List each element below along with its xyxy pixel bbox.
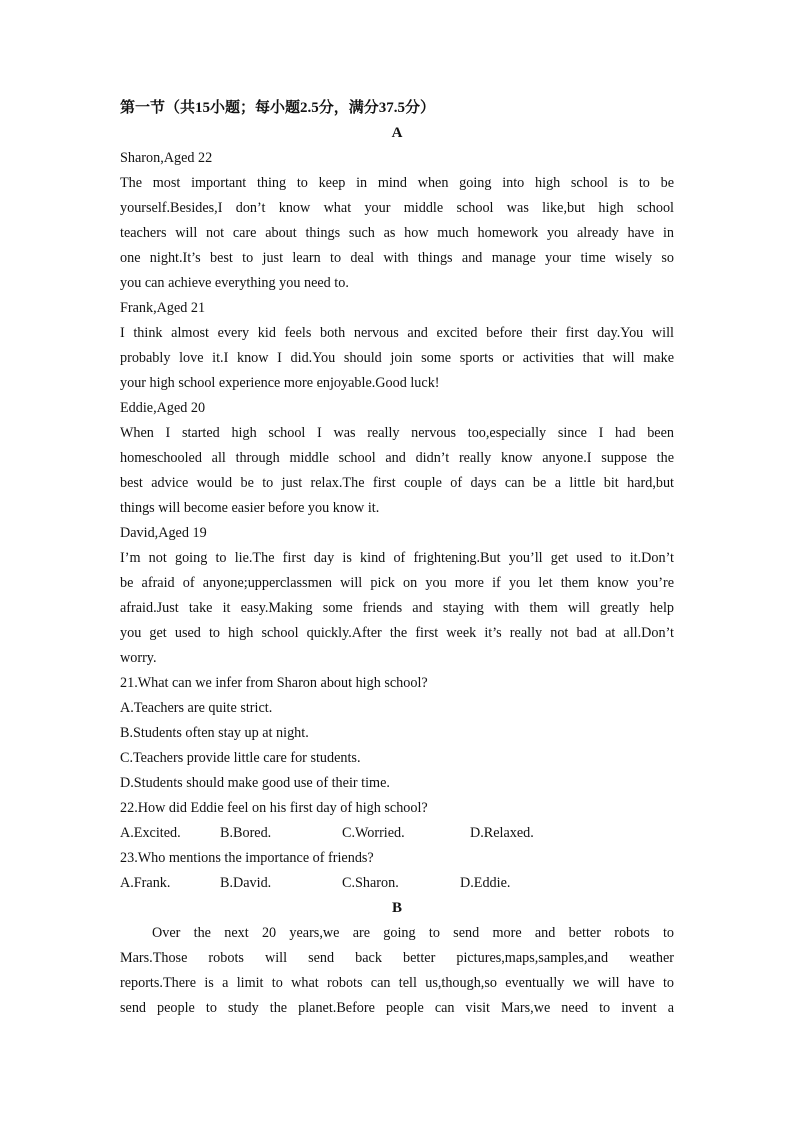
passage-line: yourself.Besides,I don’t know what your middle school was like,but high school — [120, 200, 674, 216]
speaker-name: David,Aged 19 — [120, 525, 207, 541]
passage-line: teachers will not care about things such as how much homework you already have in — [120, 225, 674, 241]
speaker-name: Sharon,Aged 22 — [120, 150, 213, 166]
answer-option[interactable]: B.David. — [220, 875, 272, 891]
speaker-name: Eddie,Aged 20 — [120, 400, 206, 416]
answer-option[interactable]: B.Students often stay up at night. — [120, 725, 309, 741]
answer-option[interactable]: D.Eddie. — [460, 875, 511, 891]
passage-line: homeschooled all through middle school and didn’t really know anyone.I suppose the — [120, 450, 674, 466]
answer-options-row — [120, 821, 674, 846]
passage-line: afraid.Just take it easy.Making some friends and staying with them will greatly help — [120, 600, 674, 616]
passage-a-letter: A — [391, 125, 403, 141]
passage-line: your high school experience more enjoyable.Good luck! — [120, 375, 440, 391]
passage-line: one night.It’s best to just learn to deal with things and manage your time wisely so — [120, 250, 674, 266]
answer-option[interactable]: D.Relaxed. — [470, 825, 534, 841]
passage-line: worry. — [120, 650, 157, 666]
speaker-name: Frank,Aged 21 — [120, 300, 206, 316]
answer-option[interactable]: A.Excited. — [120, 825, 181, 841]
passage-line: send people to study the planet.Before people can visit Mars,we need to invent a — [120, 1000, 674, 1016]
answer-option[interactable]: D.Students should make good use of their time. — [120, 775, 390, 791]
passage-line: things will become easier before you know it. — [120, 500, 380, 516]
question-stem: 21.What can we infer from Sharon about high school? — [120, 675, 428, 691]
passage-line: I’m not going to lie.The first day is kind of frightening.But you’ll get used to it.Don’t — [120, 550, 674, 566]
passage-line: you can achieve everything you need to. — [120, 275, 349, 291]
answer-option[interactable]: C.Teachers provide little care for students. — [120, 750, 361, 766]
passage-line: I think almost every kid feels both nervous and excited before their first day.You will — [120, 325, 674, 341]
passage-line: Over the next 20 years,we are going to send more and better robots to — [152, 925, 674, 941]
passage-line: When I started high school I was really nervous too,especially since I had been — [120, 425, 674, 441]
answer-option[interactable]: A.Frank. — [120, 875, 171, 891]
passage-line: probably love it.I know I did.You should join some sports or activities that will make — [120, 350, 674, 366]
passage-line: Mars.Those robots will send back better pictures,maps,samples,and weather — [120, 950, 674, 966]
passage-b-letter: B — [391, 900, 402, 916]
section-heading: 第一节（共15小题；每小题2.5分，满分37.5分） — [120, 100, 436, 116]
passage-line: The most important thing to keep in mind when going into high school is to be — [120, 175, 674, 191]
passage-line: be afraid of anyone;upperclassmen will pick on you more if you let them know you’re — [120, 575, 674, 591]
question-stem: 23.Who mentions the importance of friends? — [120, 850, 374, 866]
passage-line: you get used to high school quickly.After the first week it’s really not bad at all.Don’t — [120, 625, 674, 641]
answer-option[interactable]: C.Worried. — [342, 825, 405, 841]
question-stem: 22.How did Eddie feel on his first day of high school? — [120, 800, 428, 816]
passage-line: reports.There is a limit to what robots can tell us,though,so eventually we will have to — [120, 975, 674, 991]
answer-options-row — [120, 871, 674, 896]
document-content — [120, 96, 674, 1021]
answer-option[interactable]: A.Teachers are quite strict. — [120, 700, 273, 716]
passage-line: best advice would be to just relax.The first couple of days can be a little bit hard,but — [120, 475, 674, 491]
answer-option[interactable]: C.Sharon. — [342, 875, 399, 891]
answer-option[interactable]: B.Bored. — [220, 825, 272, 841]
